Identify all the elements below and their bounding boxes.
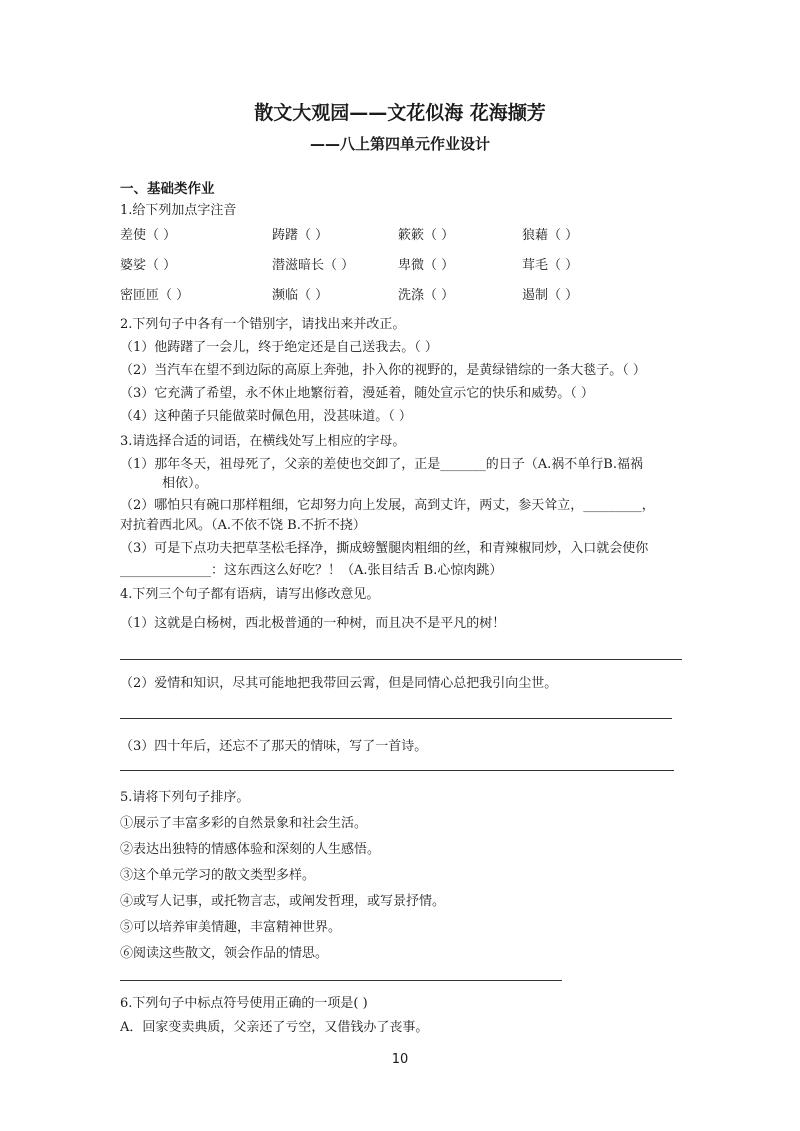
q4-item: （2）爱情和知识，尽其可能地把我带回云霄，但是同情心总把我引向尘世。 (120, 676, 558, 691)
q3-line: ______________：这东西这么好吃？！（A.张目结舌 B.心惊肉跳） (120, 563, 503, 578)
q3-line: 对抗着西北风。（A.不依不饶 B.不折不挠） (120, 518, 366, 533)
q2-item: （2）当汽车在望不到边际的高原上奔弛，扑入你的视野的，是黄绿错综的一条大毯子。（ ） (120, 363, 646, 378)
q5-item: ⑥阅读这些散文，领会作品的情思。 (120, 946, 329, 961)
q1-item: 遏制（ ） (522, 288, 579, 303)
q4-item: （3）四十年后，还忘不了那天的情味，写了一首诗。 (120, 739, 428, 754)
q2-prompt: 2.下列句子中各有一个错别字，请找出来并改正。 (120, 317, 406, 332)
q1-item: 婆娑（ ） (120, 258, 177, 273)
q1-item: 濒临（ ） (272, 288, 329, 303)
q5-item: ③这个单元学习的散文类型多样。 (120, 868, 316, 883)
page-subtitle: ——八上第四单元作业设计 (309, 135, 490, 153)
q1-item: 茸毛（ ） (522, 258, 579, 273)
q1-item: 洗涤（ ） (398, 288, 455, 303)
answer-line (120, 980, 562, 981)
q5-item: ⑤可以培养审美情趣，丰富精神世界。 (120, 920, 342, 935)
q1-item: 潜滋暗长（ ） (272, 258, 355, 273)
q1-prompt: 1.给下列加点字注音 (120, 203, 237, 218)
answer-line (120, 718, 672, 719)
page-number: 10 (391, 1052, 409, 1067)
q3-line: （3）可是下点功夫把草茎松毛择净，撕成螃蟹腿肉粗细的丝，和青辣椒同炒，入口就会使你 (120, 541, 649, 556)
q1-item: 狼藉（ ） (522, 228, 579, 243)
q1-item: 差使（ ） (120, 228, 177, 243)
q5-item: ①展示了丰富多彩的自然景象和社会生活。 (120, 816, 368, 831)
answer-line (120, 770, 674, 771)
q1-item: 密匝匝（ ） (120, 288, 190, 303)
answer-line (120, 659, 682, 660)
q3-line: 相依）。 (162, 476, 208, 491)
q4-prompt: 4.下列三个句子都有语病，请写出修改意见。 (120, 587, 380, 602)
q6-prompt: 6.下列句子中标点符号使用正确的一项是( ) (120, 996, 368, 1011)
q2-item: （4）这种菌子只能做菜时佩色用，没甚味道。（ ） (120, 409, 412, 424)
q3-prompt: 3.请选择合适的词语，在横线处写上相应的字母。 (120, 434, 406, 449)
q4-item: （1）这就是白杨树，西北极普通的一种树，而且决不是平凡的树！ (120, 616, 506, 631)
q5-item: ②表达出独特的情感体验和深刻的人生感悟。 (120, 842, 381, 857)
q3-line: （1）那年冬天，祖母死了，父亲的差使也交卸了，正是_______的日子（A.祸不单行B.福祸 (120, 457, 643, 472)
q5-prompt: 5.请将下列句子排序。 (120, 790, 250, 805)
page-title: 散文大观园——文花似海 花海撷芳 (254, 102, 546, 124)
q3-line: （2）哪怕只有碗口那样粗细，它却努力向上发展，高到丈许，两丈，参天耸立，_________， (120, 498, 655, 513)
q1-item: 卑微（ ） (398, 258, 455, 273)
q1-item: 簌簌（ ） (398, 228, 455, 243)
q2-item: （1）他踌躇了一会儿，终于绝定还是自己送我去。（ ） (120, 340, 438, 355)
q2-item: （3）它充满了希望，永不休止地繁衍着，漫延着，随处宣示它的快乐和威势。（ ） (120, 386, 594, 401)
q5-item: ④或写人记事，或托物言志，或阐发哲理，或写景抒情。 (120, 894, 446, 909)
q6-option-a: A．回家变卖典质，父亲还了亏空，又借钱办了丧事。 (120, 1020, 429, 1035)
q1-item: 踌躇（ ） (272, 228, 329, 243)
section-heading: 一、基础类作业 (120, 181, 215, 197)
